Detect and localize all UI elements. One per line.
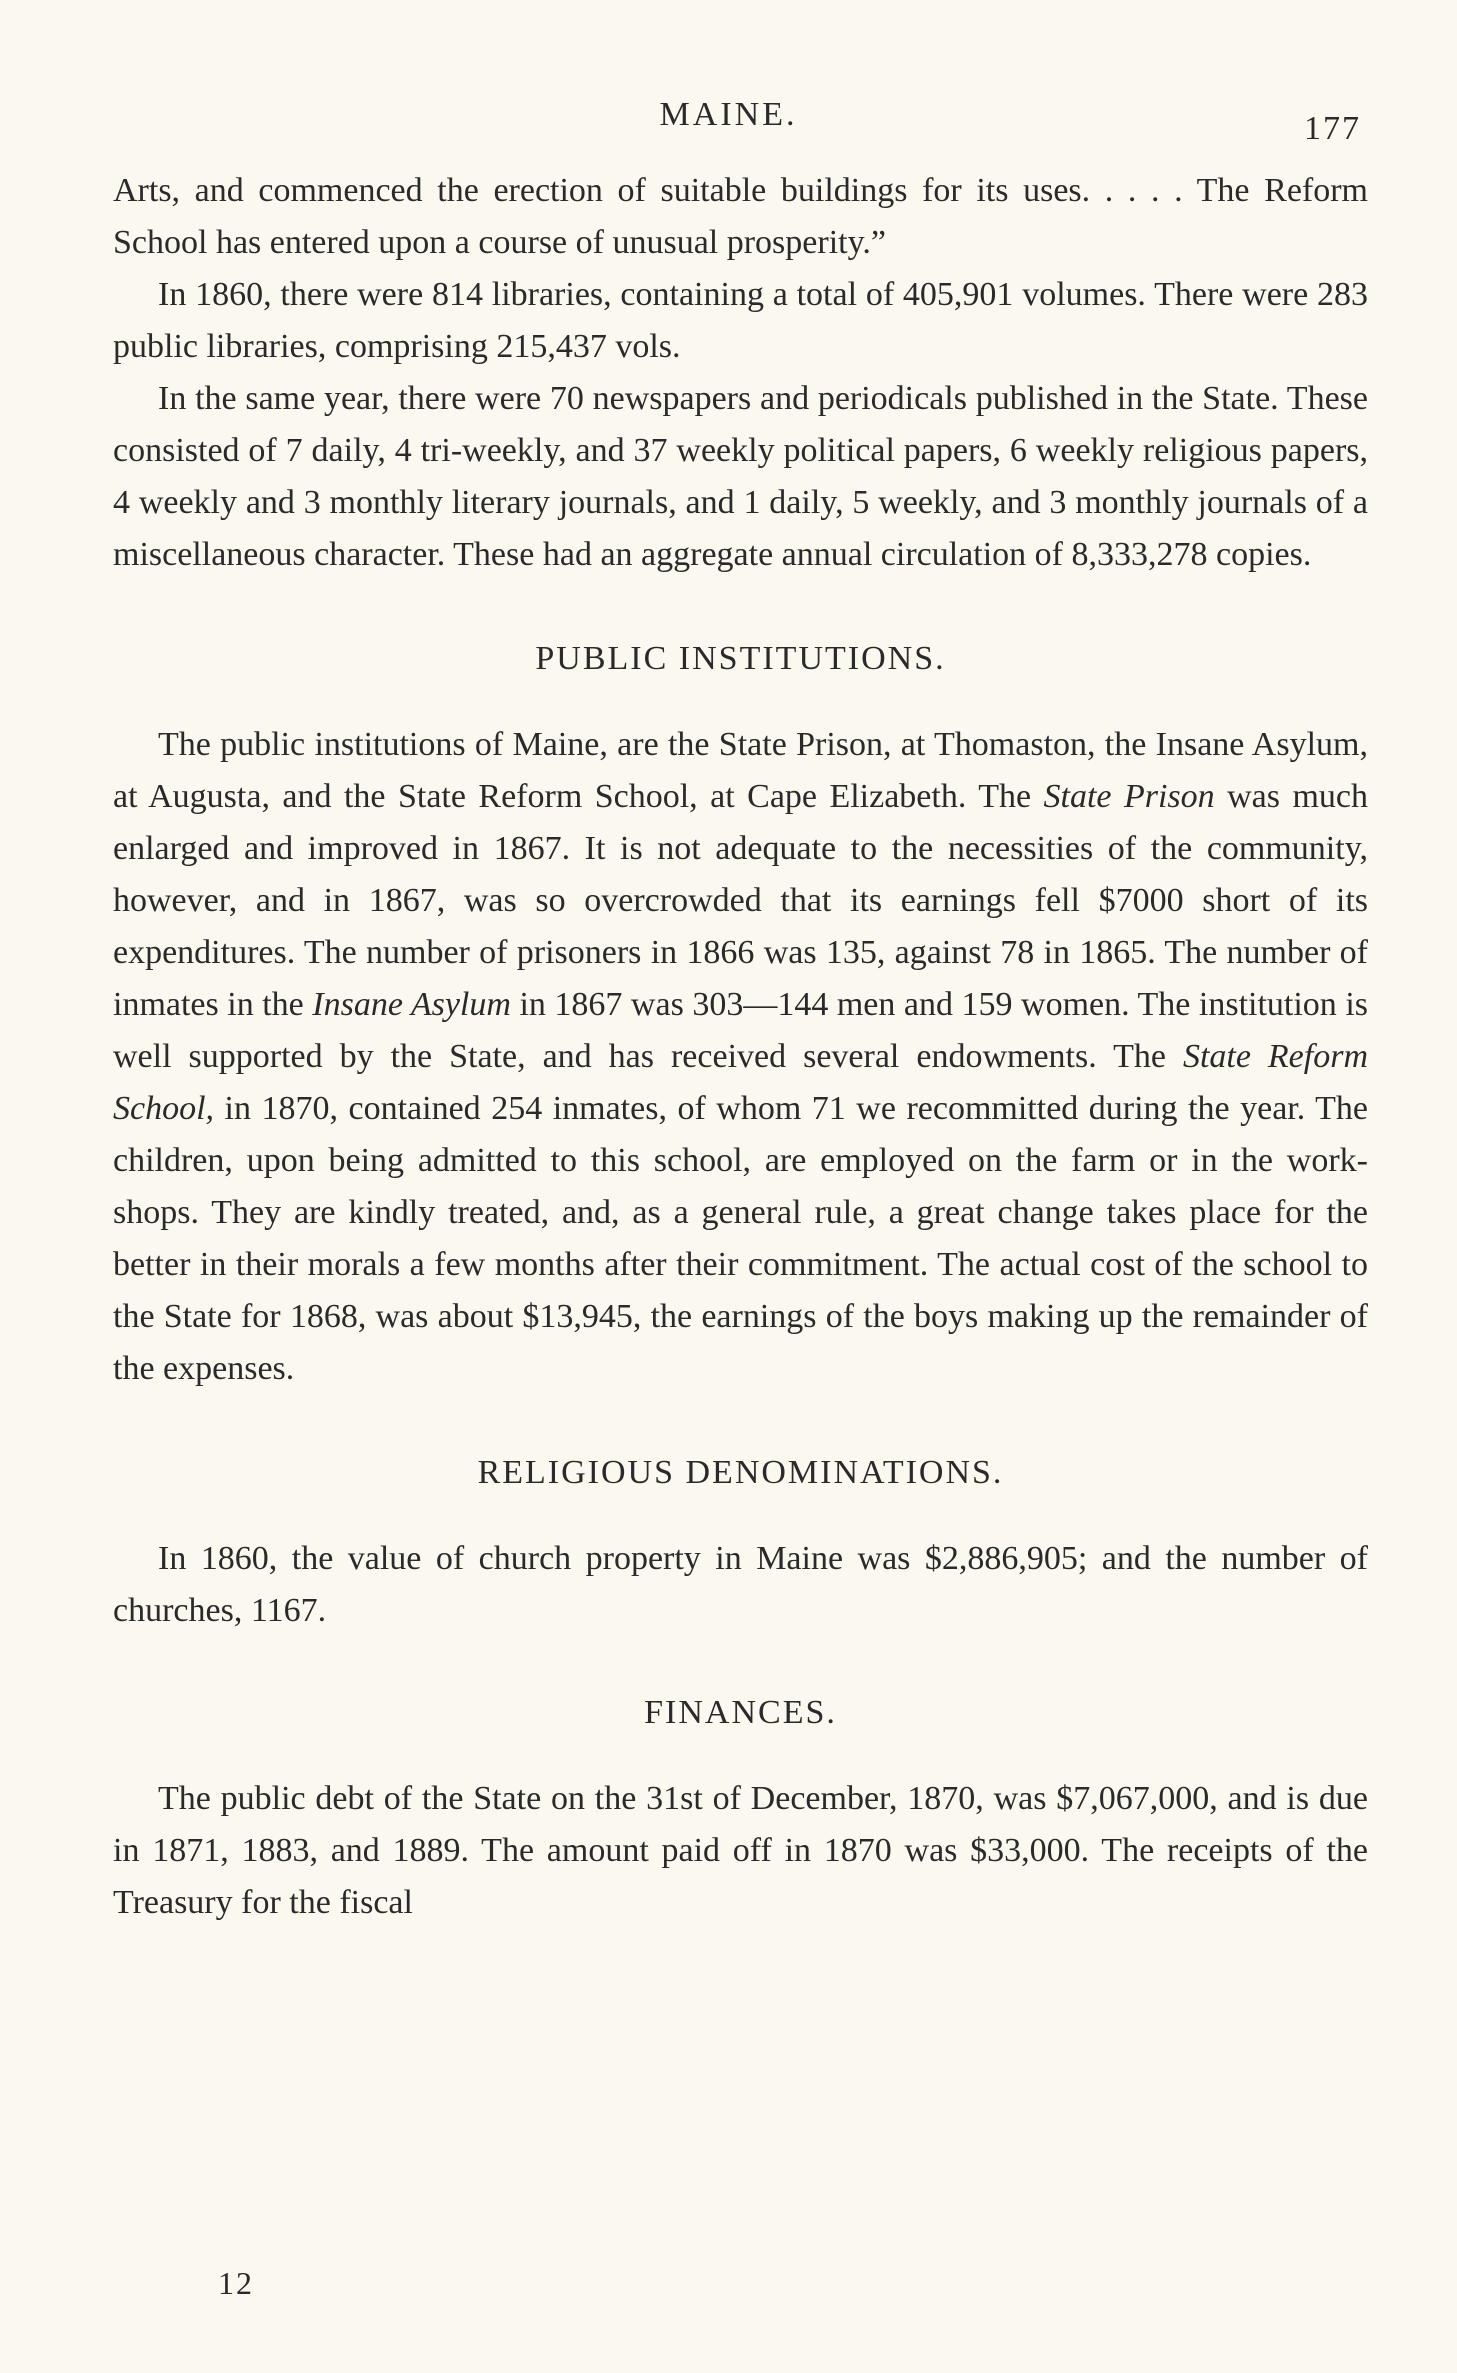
paragraph-continuation: Arts, and commenced the erection of suitable buildings for its uses. . . . . The Reform School has entered upon a course of unusual prosperity.”: [113, 172, 1368, 261]
page-body: [113, 165, 1368, 1929]
paragraph-libraries: In 1860, there were 814 libraries, containing a total of 405,901 volumes. There were 283 public libraries, comprising 215,437 vols.: [113, 276, 1368, 365]
italic-run-insane-asylum: Insane Asylum: [312, 986, 511, 1023]
section-heading-finances: FINANCES.: [644, 1694, 837, 1731]
italic-run-state-prison: State Prison: [1043, 778, 1215, 815]
paragraph-religious-denominations: In 1860, the value of church property in Maine was $2,886,905; and the number of churches, 1167.: [113, 1540, 1368, 1629]
running-head: MAINE.: [659, 96, 798, 133]
text-run: was much enlarged and improved in 1867. It is not adequate to the necessities of the community, however, and in 1867, was so overcrowded that its earnings fell $7000 short of its expenditures. The number of prisoners in 1866 was 135, against 78 in 1865. The number of inmates in the: [113, 778, 1368, 1023]
paragraph-finances: The public debt of the State on the 31st of December, 1870, was $7,067,000, and is due in 1871, 1883, and 1889. The amount paid off in 1870 was $33,000. The receipts of the Treasury for the fiscal: [113, 1780, 1368, 1921]
text-run: in 1870, contained 254 inmates, of whom 71 we recommitted during the year. The children, upon being admitted to this school, are employed on the farm or in the work-shops. They are kindly treated, and, as a general rule, a great change takes place for the better in their morals a few months after their commitment. The actual cost of the school to the State for 1868, was about $13,945, the earnings of the boys making up the remainder of the expenses.: [113, 1090, 1368, 1387]
section-heading-religious-denominations: RELIGIOUS DENOMINATIONS.: [477, 1454, 1004, 1491]
signature-mark: 12: [218, 2265, 254, 2301]
paragraph-newspapers: In the same year, there were 70 newspapers and periodicals published in the State. These consisted of 7 daily, 4 tri-weekly, and 37 weekly political papers, 6 weekly religious papers, 4 weekly and 3 monthly literary journals, and 1 daily, 5 weekly, and 3 monthly journals of a miscellaneous character. These had an aggregate annual circulation of 8,333,278 copies.: [113, 380, 1368, 573]
section-heading-public-institutions: PUBLIC INSTITUTIONS.: [535, 640, 946, 677]
text-run: in 1867 was 303—144 men and 159 women. The institution is well supported by the State, and has received several endowments. The: [113, 986, 1368, 1075]
text-run: The public institutions of Maine, are the State Prison, at Thomaston, the Insane Asylum, at Augusta, and the State Reform School, at Cape Elizabeth. The: [113, 726, 1368, 815]
page-number: 177: [1304, 110, 1361, 147]
paragraph-public-institutions: [113, 719, 1368, 1395]
italic-run-reform-school: State Reform School,: [113, 1038, 1368, 1127]
